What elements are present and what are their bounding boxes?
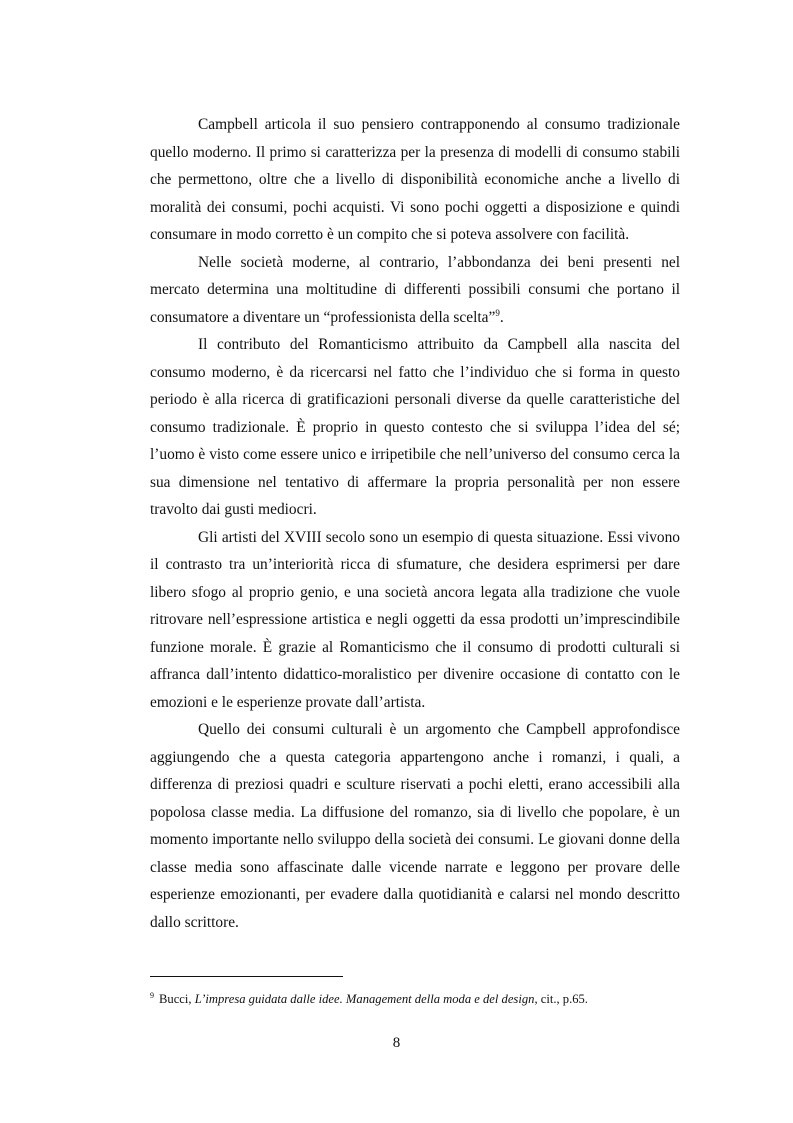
footnote-title: L’impresa guidata dalle idee. Management della moda e del design <box>194 992 535 1006</box>
paragraph-3-text: Il contributo del Romanticismo attribuito da Campbell alla nascita del consumo moderno, è da ricercarsi nel fatto che l’individuo che si forma in questo periodo è alla ricerca di gratificazioni personali diverse da quelle caratteristiche del consumo tradizionale. È proprio in questo contesto che si sviluppa l’idea del sé; l’uomo è visto come essere unico e irripetibile che nell’universo del consumo cerca la sua dimensione nel tentativo di affermare la propria personalità per non essere travolto dai gusti mediocri. <box>150 336 680 518</box>
paragraph-1 <box>150 111 680 249</box>
page-number: 8 <box>392 1035 401 1051</box>
footnote-author: Bucci, <box>159 992 195 1006</box>
paragraph-4 <box>150 524 680 717</box>
paragraph-5 <box>150 716 680 936</box>
footnote-reference[interactable]: 9 <box>495 307 500 318</box>
footnote-citation: , cit., p.65. <box>534 992 588 1006</box>
paragraph-4-text: Gli artisti del XVIII secolo sono un esempio di questa situazione. Essi vivono il contrasto tra un’interiorità ricca di sfumature, che desidera esprimersi per dare libero sfogo al proprio genio, e una società ancora legata alla tradizione che vuole ritrovare nell’espressione artistica e negli oggetti da essa prodotti un’imprescindibile funzione morale. È grazie al Romanticismo che il consumo di prodotti culturali si affranca dall’intento didattico-moralistico per divenire occasione di contatto con le emozioni e le esperienze provate dall’artista. <box>150 528 680 711</box>
body-text <box>150 111 680 936</box>
footnote <box>150 991 680 1007</box>
paragraph-2 <box>150 249 680 332</box>
paragraph-3 <box>150 331 680 524</box>
footnote-number: 9 <box>150 991 154 1000</box>
paragraph-5-text: Quello dei consumi culturali è un argomento che Campbell approfondisce aggiungendo che a questa categoria appartengono anche i romanzi, i quali, a differenza di preziosi quadri e sculture riservati a pochi eletti, erano accessibili alla popolosa classe media. La diffusione del romanzo, sia di livello che popolare, è un momento importante nello sviluppo della società dei consumi. Le giovani donne della classe media sono affascinate dalle vicende narrate e leggono per provare delle esperienze emozionanti, per evadere dalla quotidianità e calarsi nel mondo descritto dallo scrittore. <box>150 721 680 931</box>
paragraph-1-text: Campbell articola il suo pensiero contrapponendo al consumo tradizionale quello moderno. Il primo si caratterizza per la presenza di modelli di consumo stabili che permettono, oltre che a livello di disponibilità economiche anche a livello di moralità dei consumi, pochi acquisti. Vi sono pochi oggetti a disposizione e quindi consumare in modo corretto è un compito che si poteva assolvere con facilità. <box>150 116 680 243</box>
footnote-divider <box>150 976 343 977</box>
paragraph-2-text-end: . <box>499 308 504 326</box>
paragraph-2-text: Nelle società moderne, al contrario, l’abbondanza dei beni presenti nel mercato determina una moltitudine di differenti possibili consumi che portano il consumatore a diventare un “professionista della scelta” <box>150 253 680 326</box>
